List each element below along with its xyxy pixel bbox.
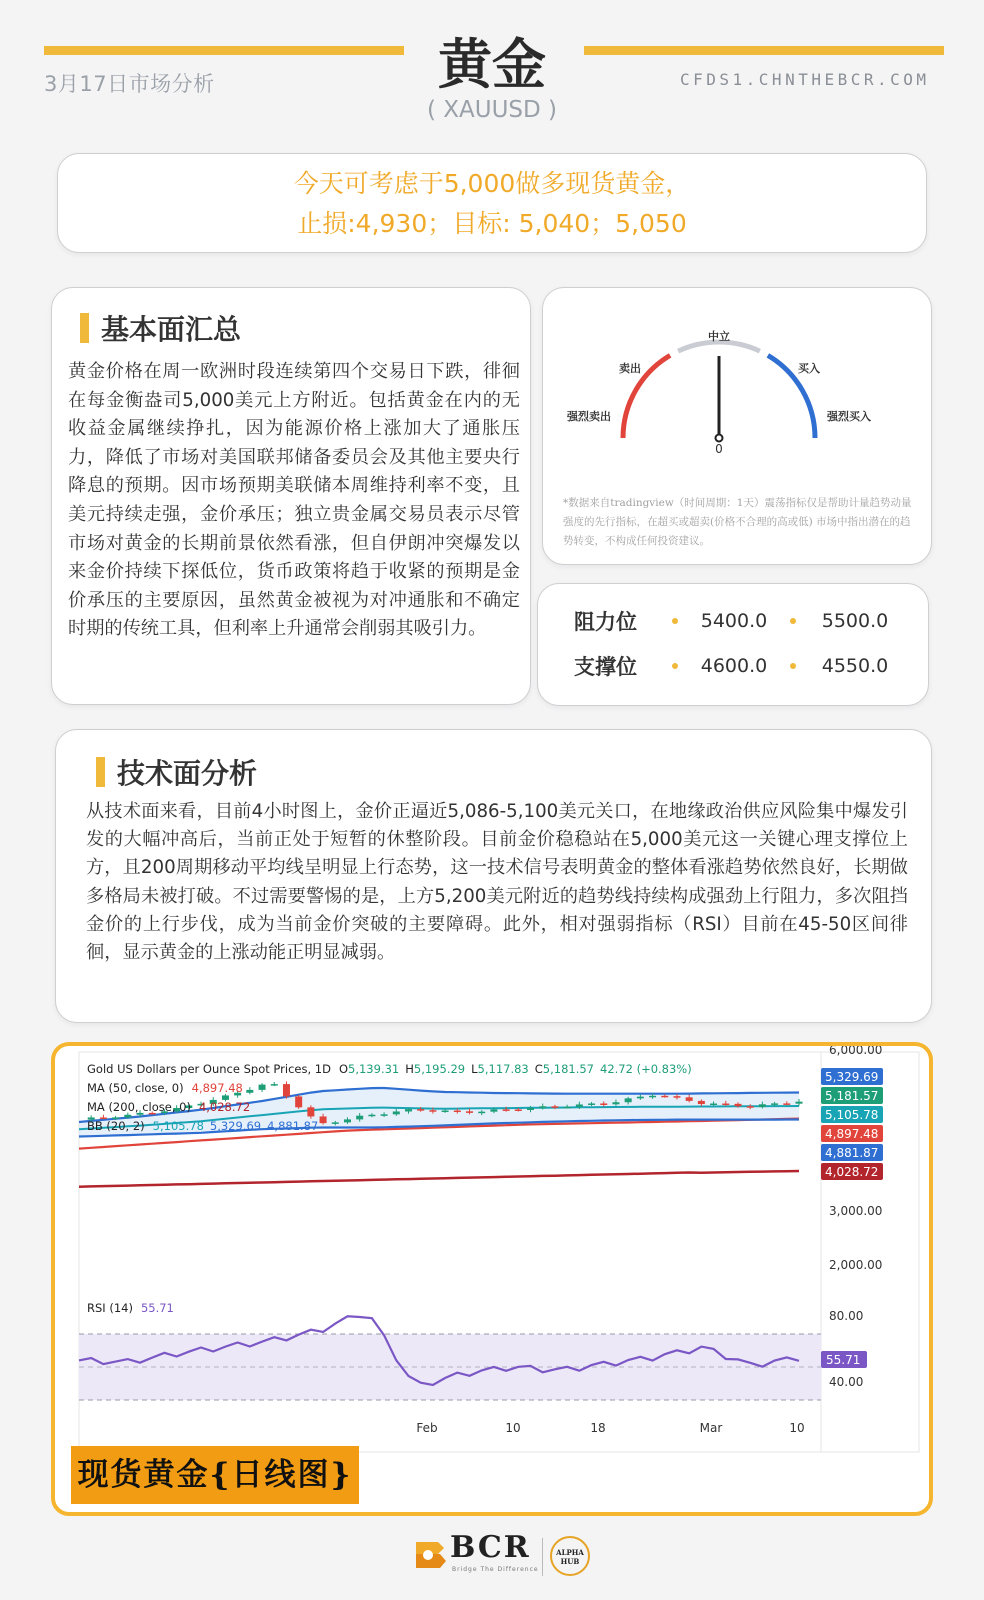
candle-body bbox=[564, 1107, 571, 1109]
technical-title bbox=[96, 752, 257, 792]
price-chart[interactable] bbox=[55, 1046, 929, 1512]
technical-text: 从技术面来看，目前4小时图上，金价正逼近5,086-5,100美元关口，在地缘政治供应风险集中爆发引发的大幅冲高后，当前正处于短暂的休整阶段。目前金价稳稳站在5,000美元这一关键心理支撑位上方，且200周期移动平均线呈明显上行态势，这一技术信号表明黄金的整体看涨趋势依然良好，长期做多格局未被打破。不过需要警惕的是，上方5,200美元附近的趋势线持续构成强劲上行阻力，多次阻挡金价的上行步伐，成为当前金价突破的主要障碍。此外，相对强弱指标（RSI）目前在45-50区间徘徊，显示黄金的上涨动能正明显减弱。 bbox=[86, 801, 908, 964]
title-marker bbox=[96, 757, 105, 787]
candle-body bbox=[661, 1096, 668, 1098]
bcr-logo-text: BCR bbox=[450, 1530, 531, 1565]
price-tag-value: 4,897.48 bbox=[825, 1127, 879, 1141]
legend-rsi: RSI (14) 55.71 bbox=[87, 1301, 174, 1315]
candle-body bbox=[551, 1106, 558, 1108]
candle-body bbox=[600, 1103, 607, 1105]
support-value-2: 4550.0 bbox=[821, 655, 889, 677]
candle-body bbox=[283, 1084, 290, 1096]
gauge-disclaimer: *数据来自tradingview（时间周期：1天）震荡指标仅是帮助计量趋势动量强度的先行指标，在超买或超卖(价格不合理的高或低) 市场中指出潜在的趋势转变，不构成任何投资建议。 bbox=[563, 497, 912, 547]
fundamentals-text: 黄金价格在周一欧洲时段连续第四个交易日下跌，徘徊在每金衡盎司5,000美元上方附近。包括黄金在内的无收益金属继续挣扎，因为能源价格上涨加大了通胀压力，降低了市场对美国联邦储备委员会及其他主要央行降息的预期。因市场预期美联储本周维持利率不变，且美元持续走强，金价承压；独立贵金属交易员表示尽管市场对黄金的长期前景依然看涨，但自伊朗冲突爆发以来金价持续下探低位，货币政策将趋于收紧的预期是金价承压的主要原因，虽然黄金被视为对冲通胀和不确定时期的传统工具，但利率上升通常会削弱其吸引力。 bbox=[68, 361, 520, 640]
candle-body bbox=[527, 1108, 534, 1110]
gauge-label-neutral: 中立 bbox=[708, 330, 730, 343]
candle-body bbox=[381, 1114, 388, 1116]
fundamentals-title bbox=[80, 308, 241, 348]
candle-body bbox=[246, 1090, 253, 1093]
x-tick-10: 10 bbox=[505, 1421, 521, 1435]
bcr-logo-tagline: Bridge The Difference bbox=[452, 1566, 539, 1573]
site-url[interactable]: CFDS1.CHNTHEBCR.COM bbox=[680, 70, 930, 89]
chart-caption: 现货黄金{日线图} bbox=[71, 1446, 359, 1504]
candle-body bbox=[417, 1109, 424, 1111]
candle-body bbox=[454, 1111, 461, 1113]
candle-body bbox=[478, 1112, 485, 1114]
gauge-hub bbox=[716, 435, 723, 442]
price-tag-value: 4,881.87 bbox=[825, 1146, 879, 1160]
candle-body bbox=[686, 1097, 693, 1101]
candle-body bbox=[429, 1110, 436, 1112]
price-tags bbox=[821, 1068, 883, 1180]
header-bar-left bbox=[44, 46, 404, 55]
title-marker bbox=[80, 313, 89, 343]
fundamentals-card bbox=[51, 287, 531, 705]
alpha-hub-badge bbox=[550, 1536, 590, 1576]
candle-body bbox=[759, 1104, 766, 1107]
candle-body bbox=[490, 1109, 497, 1111]
candle-body bbox=[259, 1085, 266, 1090]
x-tick-mar: Mar bbox=[699, 1421, 723, 1435]
resistance-value-2: 5500.0 bbox=[821, 610, 889, 632]
time-axis bbox=[416, 1421, 804, 1435]
candle-body bbox=[783, 1103, 790, 1105]
candle-body bbox=[625, 1098, 632, 1102]
legend-title: Gold US Dollars per Ounce Spot Prices, 1D O5,139.31 H5,195.29 L5,117.83 C5,181.57 42.72 (+0.83%) bbox=[87, 1062, 692, 1076]
gauge-value: 0 bbox=[715, 442, 723, 456]
candle-body bbox=[588, 1103, 595, 1105]
legend-ma200: MA (200, close, 0) 4,028.72 bbox=[87, 1100, 251, 1114]
candle-body bbox=[356, 1116, 363, 1120]
candle-body bbox=[710, 1104, 717, 1106]
candle-body bbox=[320, 1116, 327, 1123]
price-chart-card bbox=[51, 1042, 933, 1516]
date-label: 3月17日市场分析 bbox=[44, 72, 215, 96]
gauge-label-buy: 买入 bbox=[798, 362, 820, 375]
candle-body bbox=[722, 1104, 729, 1106]
x-tick-feb: Feb bbox=[416, 1421, 438, 1435]
bcr-logo-icon bbox=[412, 1536, 448, 1572]
candle-body bbox=[442, 1111, 449, 1113]
candle-body bbox=[271, 1084, 278, 1086]
resistance-label: 阻力位 bbox=[574, 610, 637, 634]
rsi-tag-value: 55.71 bbox=[826, 1353, 861, 1367]
recommendation-card bbox=[57, 153, 927, 253]
logo-divider bbox=[542, 1538, 543, 1576]
bcr-logo[interactable] bbox=[412, 1530, 592, 1582]
alpha-hub-line-1: ALPHA bbox=[556, 1548, 584, 1557]
candle-body bbox=[515, 1109, 522, 1111]
ma200-line bbox=[79, 1171, 799, 1187]
price-tag-value: 5,105.78 bbox=[825, 1108, 879, 1122]
technical-title-text: 技术面分析 bbox=[117, 757, 258, 790]
gauge-label-strong-sell: 强烈卖出 bbox=[567, 410, 611, 423]
candle-body bbox=[503, 1109, 510, 1111]
resistance-value-1: 5400.0 bbox=[700, 610, 768, 632]
candle-body bbox=[393, 1111, 400, 1114]
price-tick-3000: 3,000.00 bbox=[829, 1204, 883, 1218]
sentiment-gauge-card bbox=[542, 287, 932, 565]
x-tick-10-mar: 10 bbox=[789, 1421, 805, 1435]
candle-body bbox=[734, 1104, 741, 1106]
technical-card bbox=[55, 729, 932, 1023]
rsi-tag bbox=[821, 1351, 867, 1368]
candle-body bbox=[649, 1096, 656, 1098]
price-tick-2000: 2,000.00 bbox=[829, 1258, 883, 1272]
gauge-arc-neutral bbox=[678, 342, 760, 351]
price-tag-value: 5,181.57 bbox=[825, 1089, 879, 1103]
sentiment-gauge bbox=[543, 288, 933, 498]
candle-body bbox=[576, 1104, 583, 1106]
gauge-label-strong-buy: 强烈买入 bbox=[827, 410, 871, 423]
rsi-tick-80: 80.00 bbox=[829, 1309, 864, 1323]
header-bar-right bbox=[584, 46, 944, 55]
candle-body bbox=[295, 1096, 302, 1107]
candle-body bbox=[307, 1107, 314, 1116]
candle-body bbox=[771, 1103, 778, 1105]
candle-body bbox=[637, 1097, 644, 1099]
legend-ma50: MA (50, close, 0) 4,897.48 bbox=[87, 1081, 243, 1095]
candle-body bbox=[698, 1101, 705, 1104]
candle-body bbox=[612, 1102, 619, 1104]
candle-body bbox=[796, 1102, 803, 1104]
levels-card bbox=[537, 583, 929, 706]
candle-body bbox=[332, 1122, 339, 1124]
recommendation-line-2: 止损:4,930；目标: 5,040；5,050 bbox=[297, 209, 687, 238]
fundamentals-title-text: 基本面汇总 bbox=[101, 313, 242, 346]
gauge-label-sell: 卖出 bbox=[619, 362, 641, 375]
candle-body bbox=[405, 1109, 412, 1111]
page-title: 黄金 bbox=[438, 32, 546, 96]
price-tag-value: 5,329.69 bbox=[825, 1070, 879, 1084]
resistance-row bbox=[574, 606, 914, 636]
support-label: 支撑位 bbox=[574, 655, 637, 679]
page-subtitle: ( XAUUSD ) bbox=[426, 97, 558, 123]
candle-body bbox=[673, 1096, 680, 1098]
rsi-tick-40: 40.00 bbox=[829, 1375, 864, 1389]
candle-body bbox=[344, 1119, 351, 1122]
legend-bb: BB (20, 2) 5,105.78 5,329.69 4,881.87 bbox=[87, 1119, 319, 1133]
support-value-1: 4600.0 bbox=[700, 655, 768, 677]
price-tick-6000: 6,000.00 bbox=[829, 1046, 883, 1057]
candle-body bbox=[466, 1111, 473, 1113]
candle-body bbox=[539, 1106, 546, 1108]
candle-body bbox=[368, 1115, 375, 1117]
candle-body bbox=[747, 1106, 754, 1108]
x-tick-18: 18 bbox=[590, 1421, 606, 1435]
candle-body bbox=[124, 1115, 131, 1118]
recommendation-line-1: 今天可考虑于5,000做多现货黄金， bbox=[293, 169, 691, 198]
alpha-hub-line-2: HUB bbox=[560, 1557, 580, 1566]
price-tag-value: 4,028.72 bbox=[825, 1165, 879, 1179]
support-row bbox=[574, 651, 914, 681]
